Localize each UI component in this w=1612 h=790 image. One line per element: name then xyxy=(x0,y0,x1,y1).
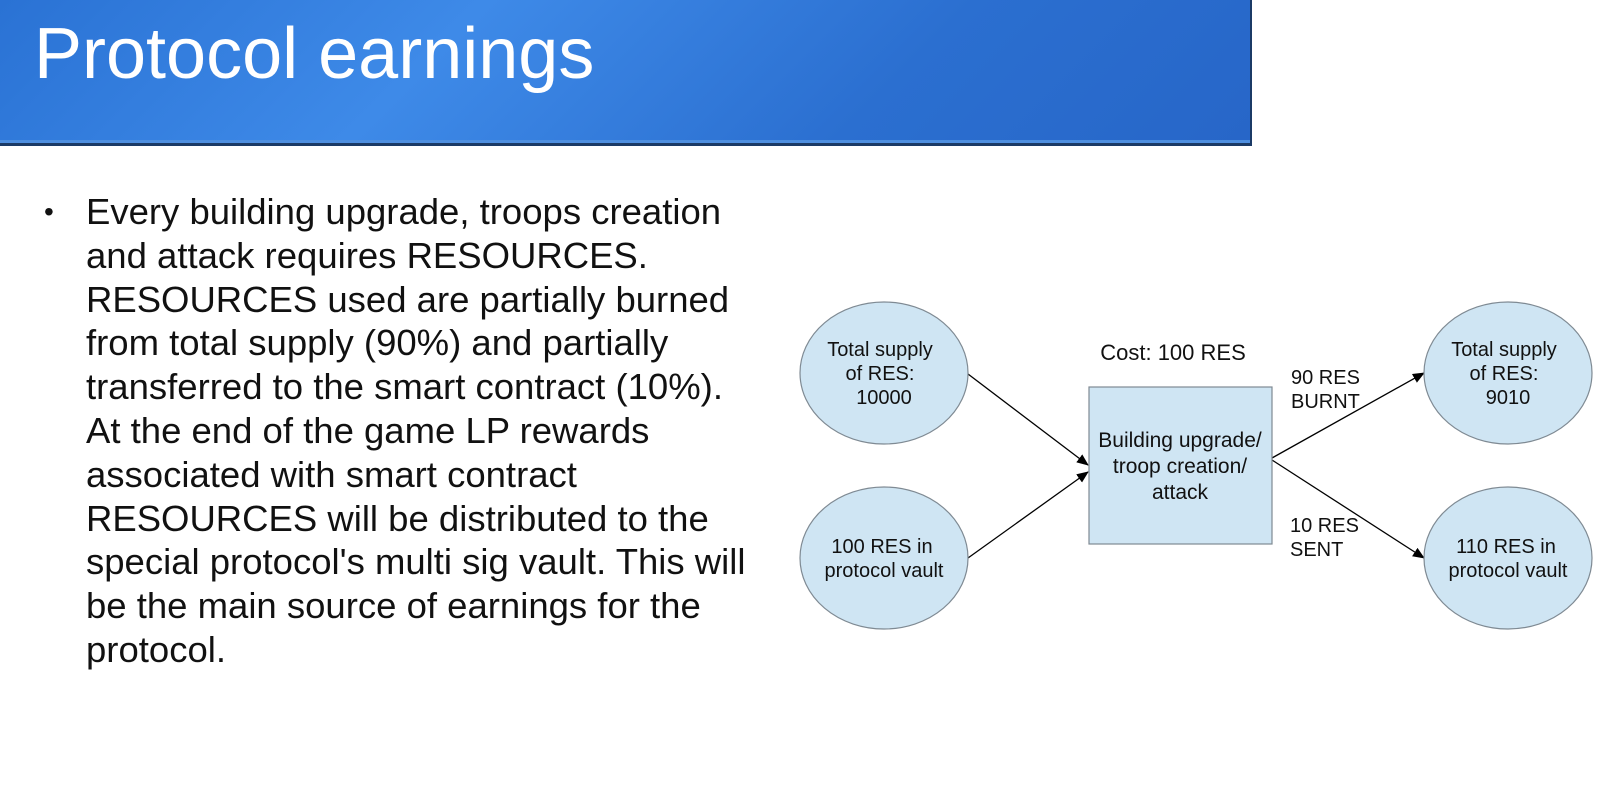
node-action-line-2: troop creation/ xyxy=(1112,455,1248,478)
node-supply-after-line-1: Total supply xyxy=(1451,339,1557,361)
node-vault-after-line-2: protocol vault xyxy=(1448,560,1568,582)
slide-title: Protocol earnings xyxy=(34,14,595,94)
node-action xyxy=(1089,387,1272,544)
node-supply-after-line-2: of RES: xyxy=(1469,363,1539,385)
node-supply-before-line-2: of RES: xyxy=(845,363,915,385)
node-vault-after-line-1: 110 RES in xyxy=(1456,536,1556,558)
node-vault-before-line-1: 100 RES in xyxy=(831,536,933,558)
edge-label-burnt-line-2: BURNT xyxy=(1291,391,1360,413)
edge-vault-to-action xyxy=(968,472,1088,558)
edge-label-sent-line-1: 10 RES xyxy=(1290,515,1359,537)
node-supply-before xyxy=(800,302,968,444)
bullet-dot-icon: • xyxy=(44,196,54,227)
node-vault-after xyxy=(1424,487,1592,629)
edge-supply-to-action xyxy=(968,374,1088,465)
edge-label-burnt-line-1: 90 RES xyxy=(1291,367,1360,389)
bullet-text: Every building upgrade, troops creation and attack requires RESOURCES. RESOURCES used are partially burned from total supply (90%) and partially transferred to the smart contract (10%). At the end of the game LP rewards associated with smart contract RESOURCES will be distributed to the special protocol's multi sig vault. This will be the main source of earnings for the protocol. xyxy=(86,191,746,670)
cost-label: Cost: 100 RES xyxy=(1100,340,1246,365)
node-vault-before-line-2: protocol vault xyxy=(824,560,944,582)
edge-label-sent-line-2: SENT xyxy=(1290,539,1344,561)
node-supply-before-line-3: 10000 xyxy=(856,387,912,409)
node-action-line-3: attack xyxy=(1151,481,1209,504)
node-action-line-1: Building upgrade/ xyxy=(1098,429,1262,452)
node-supply-after-line-3: 9010 xyxy=(1485,387,1531,409)
node-vault-before xyxy=(800,487,968,629)
node-supply-after xyxy=(1424,302,1592,444)
node-supply-before-line-1: Total supply xyxy=(827,339,933,361)
